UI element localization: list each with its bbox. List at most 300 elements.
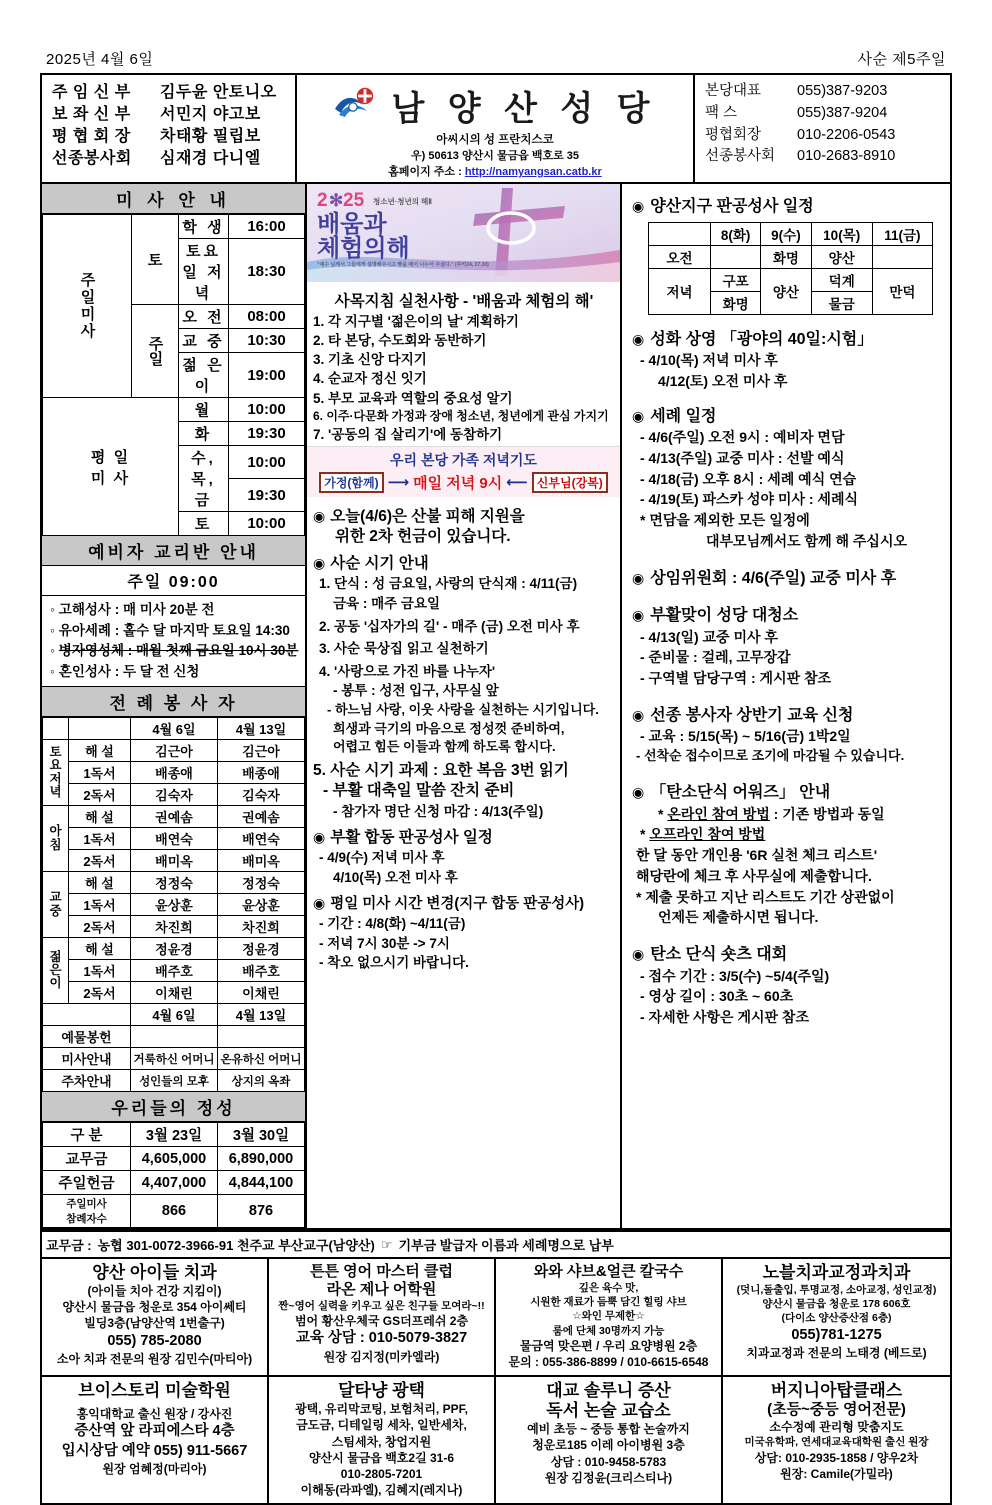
contact-value: 010-2683-8910 [797,148,896,165]
easter-confession-heading: ◉ 부활 합동 판공성사 일정 [313,828,615,848]
ad-line: 빌딩3층(남양산역 1번출구) [84,1316,225,1331]
svg-text:청소년·청년의 해Ⅱ: 청소년·청년의 해Ⅱ [373,197,432,206]
left-column [42,184,307,1228]
ad-line: 예비 초등 ~ 중등 통합 논술까지 [527,1422,690,1437]
volunteer-edu-line: - 교육 : 5/15(목) ~ 5/16(금) 1박2일 [640,728,851,745]
church-address: 우) 50613 양산시 물금읍 백호로 35 [410,150,580,162]
contact-label: 평협회장 [705,126,762,143]
mass-time: 08:00 [229,305,305,329]
mass-name: 토 [179,512,229,536]
servers-role: 2독서 [69,916,131,938]
staff-row [52,148,287,170]
lent-item: 희생과 극기의 마음으로 정성껏 준비하여, [333,720,565,736]
mass-group-sunday: 주일미사 [43,215,132,398]
homepage-label: 홈페이지 주소 : [388,166,465,178]
contact-row [705,125,944,147]
lent-item: 1. 단식 : 성 금요일, 사랑의 단식재 : 4/11(금) [319,576,578,592]
offering-title: 우리들의 정성 [42,1092,305,1122]
servers-table [42,717,305,1092]
middle-column [307,184,622,1228]
weekday-change-heading: ◉ 평일 미사 시간 변경(지구 합동 판공성사) [313,894,615,914]
conf-col-header: 8(화) [711,222,761,245]
contact-value: 010-2206-0543 [797,126,896,143]
contact-row [705,146,944,168]
carbon-awards-line: 한 달 동안 개인용 '6R 실천 체크 리스트' [636,847,878,864]
volunteer-edu-line: - 선착순 접수이므로 조기에 마감될 수 있습니다. [636,748,905,764]
staff-name: 차태황 필립보 [160,128,261,146]
ad-card[interactable] [269,1377,496,1503]
ad-title: 양산 아이들 치과 [92,1263,217,1283]
advertisements [40,1259,952,1505]
ad-line: 깊은 육수 맛, [578,1282,639,1295]
church-name: 남 양 산 성 당 [391,90,657,128]
mass-time: 16:00 [229,215,305,239]
table-row [43,872,305,894]
mass-group-weekday: 평 일 미 사 [43,398,179,536]
ad-title: 달타냥 광택 [338,1381,425,1401]
sacrament-item: ◦ 유아세례 : 홀수 달 마지막 토요일 14:30 [50,621,299,642]
district-confession-table [648,222,933,315]
offering-col0: 구 분 [43,1123,131,1147]
film-line: 4/12(토) 오전 미사 후 [658,372,788,389]
lent-task-2: - 부활 대축일 말씀 잔치 준비 [323,782,515,800]
right-column [622,184,950,1228]
ad-card[interactable] [723,1377,950,1503]
staff-row [52,126,287,148]
bulletin-date: 2025년 4월 6일 [46,51,154,68]
cleaning-heading: ◉ 부활맞이 성당 대청소 [632,605,942,627]
duty-value: 상지의 옥좌 [218,1070,305,1092]
servers-col1: 4월 6일 [131,718,218,740]
ad-line: 물금역 맞은편 / 우리 요양병원 2층 [519,1338,698,1353]
ad-line: ☆와인 무제한☆ [572,1310,645,1323]
ad-phone: 055) 785-2080 [107,1332,202,1349]
servers-title: 전 례 봉 사 자 [42,687,305,717]
second-collection-notice [313,507,615,547]
servers-role: 2독서 [69,850,131,872]
film-line: - 4/10(목) 저녁 미사 후 [640,352,778,369]
ad-footer: 소아 치과 전문의 원장 김민수(마티아) [56,1352,253,1367]
table-row [43,1147,305,1171]
table-row [43,1123,305,1147]
lent-item: - 하느님 사랑, 이웃 사랑을 실천하는 시기입니다. [327,701,599,717]
servers-group: 교 중 [43,872,69,938]
table-row [43,1070,305,1092]
servers-name: 배연숙 [131,828,218,850]
ad-phone: 입시상담 예약 055) 911-5667 [61,1442,248,1459]
ad-title: 노블치과교정과치과 [762,1263,911,1283]
offering-table [42,1122,305,1228]
ad-title-2: 독서 논술 교습소 [546,1401,671,1421]
carbon-awards-line: * 제출 못하고 지난 리스트도 기간 상관없이 [636,888,895,905]
staff-role: 평 협 회 장 [52,128,131,146]
servers-name: 정윤경 [218,938,305,960]
pastoral-item: 3. 기초 신앙 다지기 [313,352,427,368]
lent-section [313,554,615,821]
ad-line: 양산시 물금읍 백호2길 31-6 [308,1450,455,1465]
conf-col-header: 10(목) [811,222,872,245]
duty-label: 주차안내 [43,1070,131,1092]
servers-group: 토 요 저 녁 [43,740,69,806]
staff-list [42,75,297,182]
servers-name: 배종애 [131,762,218,784]
notice-heading: ◉ 오늘(4/6)은 산불 피해 지원을 [313,507,615,527]
table-row [43,828,305,850]
carbon-offline-label: 오프라인 참여 방법 [649,826,766,843]
servers-name: 김숙자 [218,784,305,806]
prayer-banner-title: 우리 본당 가족 저녁기도 [390,451,537,468]
baptism-line: - 4/18(금) 오후 8시 : 세례 예식 연습 [640,470,857,487]
contact-list [695,75,950,182]
ad-title: 튼튼 영어 마스터 클럽 [310,1263,453,1281]
mass-name: 오 전 [179,305,229,329]
mass-time: 10:00 [229,446,305,479]
lent-task-1: 5. 사순 시기 과제 : 요한 복음 3번 읽기 [313,762,569,780]
servers-name: 배종애 [218,762,305,784]
servers-name: 김숙자 [131,784,218,806]
svg-text:2: 2 [317,190,328,211]
table-row [43,960,305,982]
staff-row [52,82,287,104]
pastoral-item: 4. 순교자 정신 잇기 [313,371,427,387]
table-row [43,850,305,872]
empty-cell [43,1004,131,1026]
staff-name: 서민지 야고보 [160,106,261,124]
ad-line: 룸에 단체 30명까지 가능 [552,1324,665,1337]
carbon-shorts-line: - 접수 기간 : 3/5(수) ~5/4(주일) [640,967,830,984]
conf-cell: 구포 [711,268,761,291]
duty-value: 온유하신 어머니 [218,1048,305,1070]
ad-card[interactable] [42,1259,269,1377]
lent-heading: ◉ 사순 시기 안내 [313,554,615,574]
mass-day: 토 [132,215,179,305]
staff-name: 심재경 다니엘 [160,150,261,168]
contact-value: 055)387-9203 [797,83,888,99]
ad-footer: 원장 김정윤(크리스티나) [544,1470,673,1485]
ad-card[interactable] [723,1259,950,1377]
bulletin-body [40,184,952,1230]
ad-card[interactable] [269,1259,496,1377]
servers-extra-col1: 4월 6일 [131,1004,218,1026]
sacrament-item: ◦ 혼인성사 : 두 달 전 신청 [50,662,299,683]
servers-group: 아 침 [43,806,69,872]
servers-name: 권예솜 [218,806,305,828]
servers-name: 이채린 [218,982,305,1004]
offering-value: 6,890,000 [218,1147,305,1171]
ad-subtitle: (덧니,돌출입, 투명교정, 소아교정, 성인교정) [736,1284,937,1297]
conf-col-header: 11(금) [872,222,932,245]
table-row [43,938,305,960]
ad-phone: 상담 : 010-9458-5783 [550,1454,667,1469]
offering-value: 4,407,000 [131,1171,218,1195]
empty-cell [649,222,711,245]
liturgical-season: 사순 제5주일 [857,51,946,68]
ad-card[interactable] [496,1259,723,1377]
ad-title: 버지니아탑클래스 [770,1381,903,1401]
table-row [43,784,305,806]
table-row [43,718,305,740]
mass-time: 19:30 [229,422,305,446]
table-row [649,268,933,291]
film-heading: ◉ 성화 상영 「광야의 40일:시험」 [632,329,942,351]
ad-phone: 010-2805-7201 [340,1466,423,1481]
servers-name: 김근아 [131,740,218,762]
ad-line: 소수정예 관리형 맞춤지도 [769,1420,904,1435]
ad-subtitle: (아이들 치아 건강 지킴이) [87,1284,222,1299]
offering-col2: 3월 30일 [218,1123,305,1147]
lent-item: 3. 사순 묵상집 읽고 실천하기 [319,641,489,657]
conf-cell: 덕계 [811,268,872,291]
conf-cell: 양산 [761,268,811,314]
ad-line: 광택, 유리막코팅, 보험처리, PPF, [295,1402,468,1417]
table-row [43,894,305,916]
contact-value: 055)387-9204 [797,104,888,121]
sacrament-item: ◦ 병자영성체 : 매월 첫째 금요일 10시 30분 [50,641,299,662]
baptism-heading: ◉ 세례 일정 [632,406,942,428]
servers-name: 차진희 [218,916,305,938]
prayer-time: 매일 저녁 9시 [413,474,503,492]
table-row [649,222,933,245]
table-row [43,982,305,1004]
servers-name: 권예솜 [131,806,218,828]
contact-label: 팩 스 [705,104,738,121]
table-row [43,806,305,828]
mass-name: 교 중 [179,329,229,353]
notice-heading-2: 위한 2차 헌금이 있습니다. [335,528,511,546]
offering-label: 교무금 [43,1147,131,1171]
bank-label: 교무금 : [46,1238,92,1254]
ad-footer: 치과교정과 전문의 노태경 (베드로) [746,1346,927,1361]
baptism-note-1: * 면담을 제외한 모든 일정에 [640,512,810,529]
servers-name: 이채린 [131,982,218,1004]
carbon-shorts-line: - 자세한 사항은 게시판 참조 [640,1008,809,1025]
servers-name: 김근아 [218,740,305,762]
ad-footer: 원장 김지정(미카엘라) [323,1349,440,1364]
mass-name: 토요일 저녁 [179,239,229,305]
sacrament-item: ◦ 고해성사 : 매 미사 20분 전 [50,600,299,621]
conf-col-header: 9(수) [761,222,811,245]
conf-cell [711,245,761,268]
bank-account-bar [40,1230,952,1259]
mass-time: 10:00 [229,512,305,536]
servers-name: 배연숙 [218,828,305,850]
conf-cell: 화명 [761,245,811,268]
catechism-title: 예비자 교리반 안내 [42,536,305,566]
servers-name: 정윤경 [131,938,218,960]
church-identity [297,75,695,182]
servers-role: 1독서 [69,762,131,784]
servers-name: 차진희 [131,916,218,938]
date-row [40,48,952,73]
carbon-online-line: * 온라인 참여 방법 : 기존 방법과 동일 [658,805,885,822]
ad-line: 양산시 물금읍 청운로 354 아이쎄티 [62,1300,247,1315]
lent-item: 금육 : 매주 금요일 [333,595,441,611]
servers-role: 2독서 [69,982,131,1004]
arrow-left-icon: ⟵ [506,474,528,492]
mass-schedule-title: 미 사 안 내 [42,184,305,214]
lent-task-3: - 참가자 명단 신청 마감 : 4/13(주일) [333,803,544,819]
year-theme-poster [307,184,620,282]
ad-phone: 교육 상담 : 010-5079-3827 [295,1330,468,1347]
carbon-offline-line: * 오프라인 참여 방법 [640,826,766,843]
ad-title: 브이스토리 미술학원 [78,1381,231,1401]
offering-value: 4,844,100 [218,1171,305,1195]
ad-footer: 원장 엄혜정(마리아) [102,1462,207,1477]
duty-label: 미사안내 [43,1048,131,1070]
servers-name: 윤상훈 [218,894,305,916]
cleaning-line: - 4/13(일) 교중 미사 후 [640,628,778,645]
servers-name: 정정숙 [131,872,218,894]
attendance-value: 866 [131,1195,218,1228]
lent-item: 4. '사랑으로 가진 바를 나누자' [319,663,496,679]
ad-line: 미국유학파, 연세대교육대학원 출신 원장 [744,1436,929,1449]
pointing-hand-icon: ☞ [380,1236,393,1252]
pastoral-item: 7. '공동의 집 살리기'에 동참하기 [313,426,503,442]
mass-name: 화 [179,422,229,446]
pastoral-title: 사목지침 실천사항 - '배움과 체험의 해' [334,293,594,310]
ad-title: 와와 샤브&얼큰 칼국수 [533,1263,684,1281]
pastoral-item: 1. 각 지구별 '젊은이의 날' 계획하기 [313,314,519,329]
prayer-left-chip: 가정(함께) [319,472,383,493]
staff-role: 보 좌 신 부 [52,106,131,124]
svg-text:체험의해: 체험의해 [317,235,410,262]
staff-role: 주 임 신 부 [52,84,131,101]
ad-card[interactable] [496,1377,723,1503]
table-row [43,1026,305,1048]
mass-time: 19:30 [229,479,305,512]
lent-item: - 봉투 : 성전 입구, 사무실 앞 [333,683,499,699]
ad-line: 홍익대학교 출신 원장 / 강사진 [76,1407,233,1422]
conf-cell: 물금 [811,291,872,314]
ad-phone: 상담: 010-2935-1858 / 양우2차 [754,1450,919,1465]
servers-name: 윤상훈 [131,894,218,916]
arrow-right-icon: ⟶ [387,474,410,492]
district-confession-heading: ◉ 양산지구 판공성사 일정 [632,196,942,218]
pastoral-item: 5. 부모 교육과 역할의 중요성 알기 [313,390,513,406]
weekday-change-section [313,894,615,973]
contact-label: 본당대표 [705,83,762,99]
lent-item: 2. 공동 '십자가의 길' - 매주 (금) 오전 미사 후 [319,618,580,634]
servers-name: 배미옥 [218,850,305,872]
servers-role: 해 설 [69,938,131,960]
baptism-line: - 4/13(주일) 교중 미사 : 선발 예식 [640,449,845,466]
weekday-change-line: - 착오 없으시기 바랍니다. [319,955,469,971]
masthead [40,73,952,184]
table-row [43,740,305,762]
mass-time: 10:30 [229,329,305,353]
table-row [43,1171,305,1195]
mass-schedule-table [42,214,305,536]
servers-col2: 4월 13일 [218,718,305,740]
mass-name: 젊 은 이 [179,353,229,398]
homepage-link[interactable]: http://namyangsan.catb.kr [464,166,602,178]
servers-role: 1독서 [69,828,131,850]
ad-line: 짠~영어 실력을 키우고 싶은 친구들 모여라~!! [278,1300,485,1313]
cleaning-line: - 준비물 : 걸레, 고무장갑 [640,649,791,666]
offering-value: 4,605,000 [131,1147,218,1171]
duty-value [218,1026,305,1048]
mass-name: 월 [179,398,229,422]
offering-col1: 3월 23일 [131,1123,218,1147]
servers-name: 배주호 [218,960,305,982]
servers-role: 해 설 [69,740,131,762]
mass-time: 10:00 [229,398,305,422]
servers-role: 1독서 [69,894,131,916]
pastoral-item: 2. 타 본당, 수도회와 동반하기 [313,333,487,349]
mass-time: 19:00 [229,353,305,398]
mass-time: 18:30 [229,239,305,305]
conf-cell: 화명 [711,291,761,314]
servers-name: 정정숙 [218,872,305,894]
servers-group: 젊 은 이 [43,938,69,1004]
lent-item: 어렵고 힘든 이들과 함께 하도록 합시다. [333,739,556,755]
carbon-awards-heading: ◉ 「탄소단식 어워즈」 안내 [632,782,942,804]
sacrament-notices [42,596,305,687]
duty-value: 성인들의 모후 [131,1070,218,1092]
bank-note: 기부금 발급자 이름과 세례명으로 납부 [398,1238,614,1254]
ad-title-2: 라온 제나 어학원 [326,1281,437,1299]
conf-cell [872,245,932,268]
servers-role: 1독서 [69,960,131,982]
ad-line: 증산역 앞 라피에스타 4층 [74,1423,235,1440]
ad-line: (다이소 양산증산점 6층) [781,1312,892,1325]
easter-confession-line: 4/10(목) 오전 미사 후 [333,869,458,885]
church-logo-icon [333,87,381,124]
duty-value: 거룩하신 어머니 [131,1048,218,1070]
contact-label: 선종봉사회 [705,148,776,165]
carbon-shorts-line: - 영상 길이 : 30초 ~ 60초 [640,988,794,1005]
ad-footer: 원장: Camile(가밀라) [780,1466,893,1481]
servers-extra-col2: 4월 13일 [218,1004,305,1026]
family-prayer-banner [307,446,620,497]
ad-line: 청운로185 이레 아이병원 3층 [532,1438,685,1453]
easter-confession-section [313,828,615,887]
ad-phone: 055)781-1275 [791,1326,882,1343]
table-row [43,1195,305,1228]
weekday-change-line: - 저녁 7시 30분 -> 7시 [319,935,450,951]
empty-cell [43,718,69,740]
baptism-line: - 4/6(주일) 오전 9시 : 예비자 면담 [640,429,845,446]
ad-line: 스팀세차, 창업지원 [331,1434,432,1449]
ad-card[interactable] [42,1377,269,1503]
ad-line: 범어 황산우체국 GS더프레쉬 2층 [294,1314,469,1329]
pastoral-guidelines [307,282,620,444]
easter-confession-line: - 4/9(수) 저녁 미사 후 [319,850,445,866]
table-row [43,398,305,422]
baptism-note-2: 대부모님께서도 함께 해 주십시오 [706,532,908,549]
ad-footer: 이해동(라파엘), 김혜지(레지나) [300,1483,463,1498]
staff-role: 선종봉사회 [52,150,132,168]
homepage-line [301,163,689,179]
catechism-time: 주일 09:00 [42,566,305,596]
carbon-online-label: 온라인 참여 방법 [667,805,770,822]
prayer-right-chip: 신부님(강복) [532,472,608,493]
ad-title: 대교 솔루니 증산 [546,1381,671,1401]
attendance-label: 주일미사 참례자수 [43,1195,131,1228]
duty-label: 예물봉헌 [43,1026,131,1048]
carbon-awards-line: 해당란에 체크 후 사무실에 제출합니다. [636,867,872,884]
ad-footer: 문의 : 055-386-8899 / 010-6615-6548 [508,1354,709,1369]
offering-label: 주일헌금 [43,1171,131,1195]
carbon-shorts-heading: ◉ 탄소 단식 숏츠 대회 [632,944,942,966]
table-row [43,1048,305,1070]
ad-subtitle: (초등~중등 영어전문) [767,1401,906,1419]
baptism-line: - 4/19(토) 파스카 성야 미사 : 세례식 [640,491,858,508]
attendance-value: 876 [218,1195,305,1228]
ad-line: 양산시 물금읍 청운로 178 606호 [762,1298,911,1311]
conf-row-label: 오전 [649,245,711,268]
servers-name: 배주호 [131,960,218,982]
